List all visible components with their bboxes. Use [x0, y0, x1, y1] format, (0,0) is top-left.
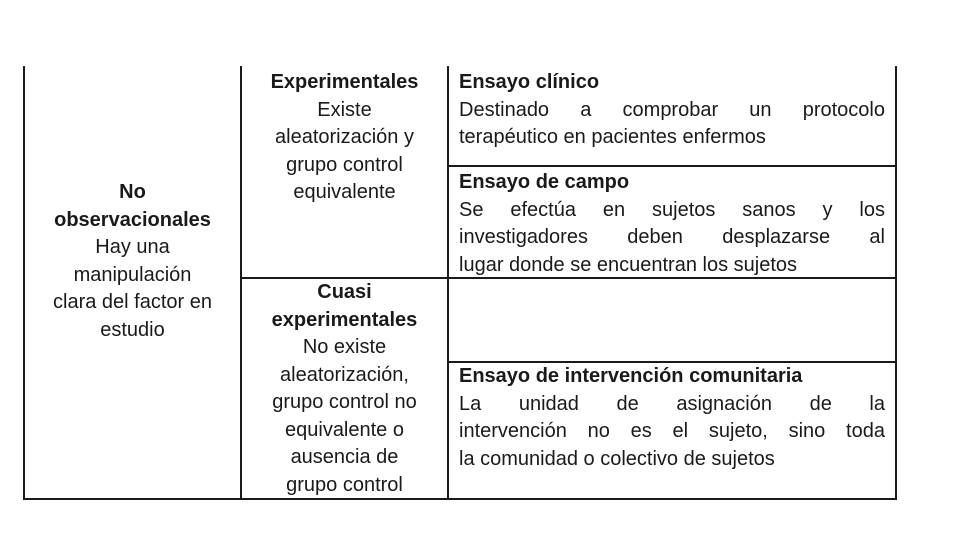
category-title-line: observacionales: [54, 208, 211, 231]
group-desc-line: grupo control no: [272, 391, 417, 413]
study-desc-line: La unidad de asignación de la: [459, 392, 885, 415]
group-title-line: Cuasi: [317, 281, 372, 303]
group-desc-line: aleatorización y: [275, 126, 414, 148]
group-title: Experimentales: [270, 71, 419, 93]
category-desc-line: Hay una: [95, 236, 170, 258]
study-desc-line: Destinado a comprobar un protocolo: [459, 98, 885, 121]
group-desc-line: aleatorización,: [280, 363, 409, 386]
study-desc-line: terapéutico en pacientes enfermos: [459, 126, 766, 148]
category-title-line: No: [119, 181, 146, 203]
group-cell-experimentales: [242, 69, 447, 207]
group-title-line: experimentales: [271, 308, 418, 331]
group-cell-cuasi-experimentales: [242, 279, 447, 499]
group-desc-line: grupo control: [286, 473, 403, 496]
group-desc-line: equivalente: [293, 181, 396, 203]
study-desc-line: la comunidad o colectivo de sujetos: [459, 447, 775, 470]
category-title: [25, 179, 240, 234]
table-right-border: [895, 66, 897, 500]
study-cell-empty: [459, 281, 885, 359]
study-desc-line: Se efectúa en sujetos sanos y los: [459, 198, 885, 221]
category-desc-line: estudio: [100, 318, 165, 341]
study-desc-line: intervención no es el sujeto, sino toda: [459, 420, 885, 442]
study-cell-ensayo-de-campo: [459, 169, 885, 279]
group-desc-line: equivalente o: [285, 418, 404, 441]
category-cell: [25, 179, 240, 344]
study-desc-line: investigadores deben desplazarse al: [459, 226, 885, 248]
group-desc-line: grupo control: [286, 153, 403, 176]
study-title: Ensayo de campo: [459, 171, 630, 193]
study-title: Ensayo de intervención comunitaria: [459, 365, 803, 387]
study-title: Ensayo clínico: [459, 71, 600, 93]
category-desc-line: manipulación: [73, 263, 192, 286]
table-bottom-border: [23, 498, 897, 500]
study-cell-ensayo-intervencion-comunitaria: [459, 363, 885, 473]
category-desc-line: clara del factor en: [53, 291, 212, 313]
study-cell-ensayo-clinico: [459, 69, 885, 152]
study-desc-line: lugar donde se encuentran los sujetos: [459, 253, 798, 276]
category-description: [25, 234, 240, 344]
group-desc-line: ausencia de: [290, 446, 399, 468]
column-divider-2: [447, 66, 449, 500]
group-desc-line: Existe: [317, 98, 372, 121]
group-desc-line: No existe: [302, 336, 387, 358]
row-divider-study-1: [447, 165, 897, 167]
